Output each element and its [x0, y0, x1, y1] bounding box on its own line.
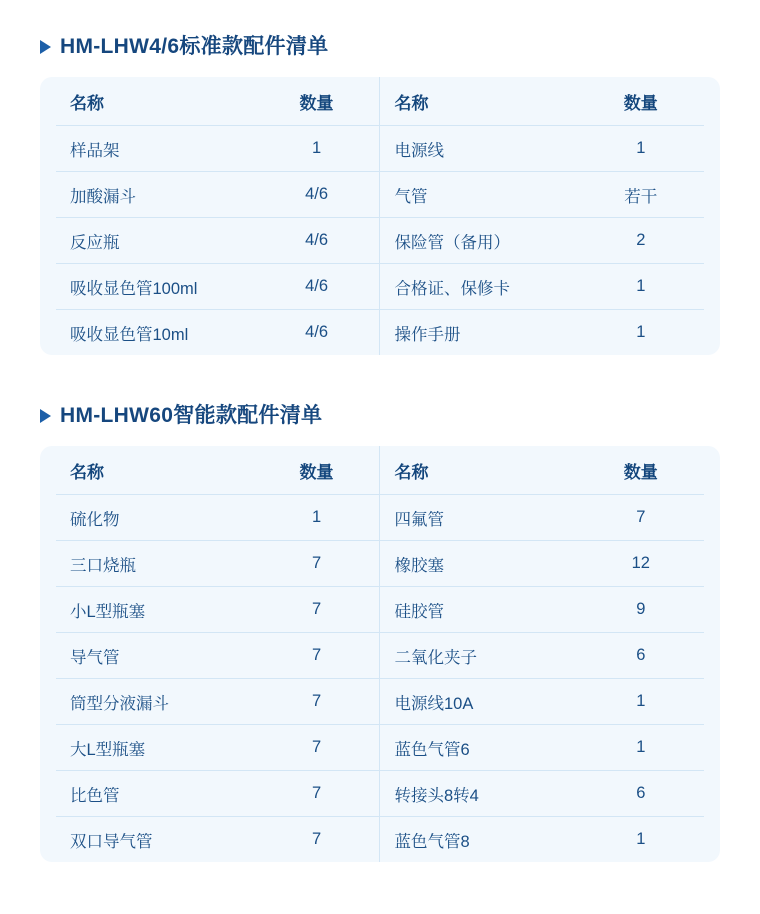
item-name-right: 电源线10A	[380, 679, 578, 725]
item-name-right: 橡胶塞	[380, 541, 578, 587]
section-spacer	[40, 365, 720, 391]
item-qty-right: 若干	[578, 172, 704, 218]
item-qty-right: 2	[578, 218, 704, 264]
table-row	[56, 771, 704, 817]
item-qty-left: 7	[311, 830, 322, 849]
table-row	[56, 587, 704, 633]
item-qty-right: 1	[578, 725, 704, 771]
item-qty-right: 9	[578, 587, 704, 633]
table-row	[56, 633, 704, 679]
accessory-table	[56, 446, 704, 862]
item-qty-left: 7	[254, 633, 380, 679]
item-qty-right: 1	[578, 264, 704, 310]
item-qty-right: 1	[578, 679, 704, 725]
item-name-left: 吸收显色管10ml	[70, 325, 189, 344]
column-header-name-left: 名称	[56, 446, 254, 495]
table-row	[56, 725, 704, 771]
item-name-left: 筒型分液漏斗	[56, 679, 254, 725]
item-name-left: 吸收显色管100ml	[56, 264, 254, 310]
item-name-left: 加酸漏斗	[56, 172, 254, 218]
section-title: HM-LHW60智能款配件清单	[60, 404, 323, 428]
item-qty-right: 7	[578, 495, 704, 541]
item-name-right: 二氧化夹子	[380, 633, 578, 679]
item-name-right: 电源线	[380, 126, 578, 172]
column-header-name-right: 名称	[380, 77, 578, 126]
item-name-left: 反应瓶	[56, 218, 254, 264]
table-row	[56, 218, 704, 264]
item-name-right: 蓝色气管8	[380, 817, 578, 863]
section-smart	[40, 403, 720, 862]
item-name-right: 硅胶管	[380, 587, 578, 633]
item-qty-left: 1	[254, 495, 380, 541]
accessory-table	[56, 77, 704, 355]
table-row	[56, 172, 704, 218]
item-name-left: 样品架	[56, 126, 254, 172]
item-qty-right: 1	[636, 830, 646, 849]
item-name-right: 转接头8转4	[380, 771, 578, 817]
item-qty-right: 1	[636, 323, 646, 342]
table-header-row	[56, 77, 704, 126]
accessory-table-card	[40, 446, 720, 862]
table-row	[56, 264, 704, 310]
item-name-left: 双口导气管	[70, 832, 153, 851]
item-name-right: 合格证、保修卡	[380, 264, 578, 310]
table-header-row	[56, 446, 704, 495]
column-header-qty-left: 数量	[254, 77, 380, 126]
item-name-left: 大L型瓶塞	[56, 725, 254, 771]
item-name-right: 操作手册	[380, 310, 578, 356]
item-name-left: 小L型瓶塞	[56, 587, 254, 633]
triangle-right-icon	[40, 409, 51, 423]
item-qty-left: 7	[254, 725, 380, 771]
column-header-qty-right: 数量	[578, 446, 704, 495]
item-qty-right: 12	[578, 541, 704, 587]
item-qty-left: 7	[254, 771, 380, 817]
section-title: HM-LHW4/6标准款配件清单	[60, 35, 329, 58]
item-name-right: 四氟管	[380, 495, 578, 541]
column-header-qty-left: 数量	[254, 446, 380, 495]
item-name-left: 三口烧瓶	[56, 541, 254, 587]
table-row	[56, 817, 704, 863]
item-qty-left: 4/6	[305, 323, 329, 342]
item-qty-left: 4/6	[254, 218, 380, 264]
table-row	[56, 126, 704, 172]
section-standard	[40, 34, 720, 355]
item-name-right: 气管	[380, 172, 578, 218]
table-row	[56, 495, 704, 541]
item-qty-left: 7	[254, 587, 380, 633]
item-qty-right: 1	[578, 126, 704, 172]
column-header-name-left: 名称	[56, 77, 254, 126]
item-qty-right: 6	[578, 633, 704, 679]
item-qty-left: 1	[254, 126, 380, 172]
triangle-right-icon	[40, 40, 51, 54]
item-qty-left: 4/6	[254, 172, 380, 218]
item-name-right: 保险管（备用）	[380, 218, 578, 264]
section-heading	[40, 403, 720, 428]
item-name-right: 蓝色气管6	[380, 725, 578, 771]
table-row	[56, 679, 704, 725]
column-header-name-right: 名称	[380, 446, 578, 495]
section-heading	[40, 34, 720, 59]
table-row	[56, 541, 704, 587]
column-header-qty-right: 数量	[578, 77, 704, 126]
item-qty-left: 7	[254, 679, 380, 725]
item-name-left: 硫化物	[56, 495, 254, 541]
item-qty-right: 6	[578, 771, 704, 817]
accessory-table-card	[40, 77, 720, 355]
item-name-left: 比色管	[56, 771, 254, 817]
item-name-left: 导气管	[56, 633, 254, 679]
item-qty-left: 7	[254, 541, 380, 587]
table-row	[56, 310, 704, 356]
item-qty-left: 4/6	[254, 264, 380, 310]
